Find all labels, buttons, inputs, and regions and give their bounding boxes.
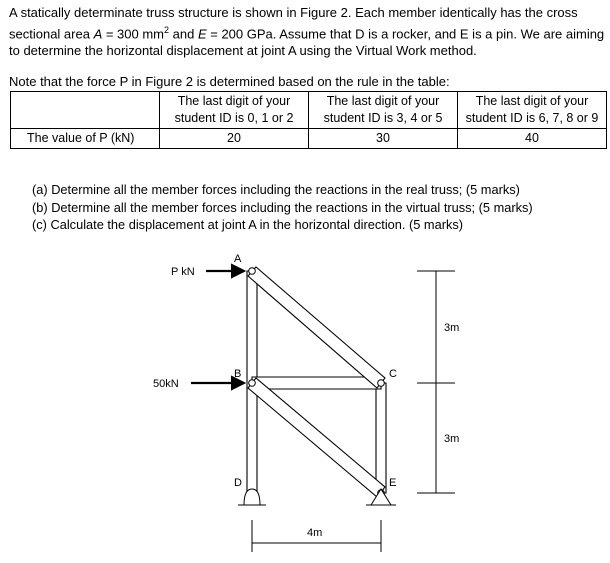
table-header-col-1: The last digit of your student ID is 0, 1 or 2 — [160, 92, 309, 129]
unit-superscript: 2 — [164, 24, 170, 35]
joint-b — [249, 380, 256, 387]
node-label-b: B — [234, 368, 242, 380]
support-d-rocker — [238, 489, 266, 505]
joint-c — [378, 380, 385, 387]
modulus-symbol: E — [197, 25, 207, 41]
node-label-d: D — [234, 477, 242, 489]
load-p-label: P kN — [171, 266, 195, 278]
problem-statement: A statically determinate truss structure is shown in Figure 2. Each member identically has the cross sectional area A = 300 $mm^2$ and E = 200 GPa. Assume that D is a rocker, and E is a pin. We are aiming to determine the horizontal displacement at joint A using the Virtual Work method. — [9, 5, 605, 59]
table-row-label: The value of P (kN) — [11, 129, 160, 149]
member-c-e — [376, 383, 386, 493]
node-label-a: A — [234, 253, 242, 265]
table-header-col-3: The last digit of your student ID is 6, 7, 8 or 9 — [458, 92, 607, 129]
dim-label-width: 4m — [307, 527, 323, 539]
vertical-dimension — [417, 271, 455, 493]
member-a-c — [248, 267, 385, 388]
table-note: Note that the force P in Figure 2 is determined based on the rule in the table: — [9, 74, 450, 89]
node-label-e: E — [389, 477, 397, 489]
dim-label-bottom: 3m — [444, 433, 460, 445]
loads — [191, 271, 244, 383]
node-label-c: C — [389, 368, 397, 380]
load-50-label: 50kN — [153, 378, 179, 390]
question-b: (b) Determine all the member forces including the reactions in the virtual truss; (5 marks) — [32, 199, 533, 215]
question-a: (a) Determine all the member forces including the reactions in the real truss; (5 marks) — [32, 182, 520, 197]
question-c: (c) Calculate the displacement at joint A in the horizontal direction. (5 marks) — [32, 217, 464, 232]
truss-members — [247, 267, 386, 497]
table-cell-p-value: 40 — [458, 129, 607, 149]
area-symbol: A — [93, 25, 103, 41]
member-b-c — [252, 377, 381, 389]
table-header-col-2: The last digit of your student ID is 3, 4 or 5 — [309, 92, 458, 129]
table-cell-p-value: 30 — [309, 129, 458, 149]
table-cell-p-value: 20 — [160, 129, 309, 149]
dim-label-top: 3m — [444, 322, 460, 334]
joint-a — [249, 268, 256, 275]
member-b-e — [248, 378, 385, 497]
